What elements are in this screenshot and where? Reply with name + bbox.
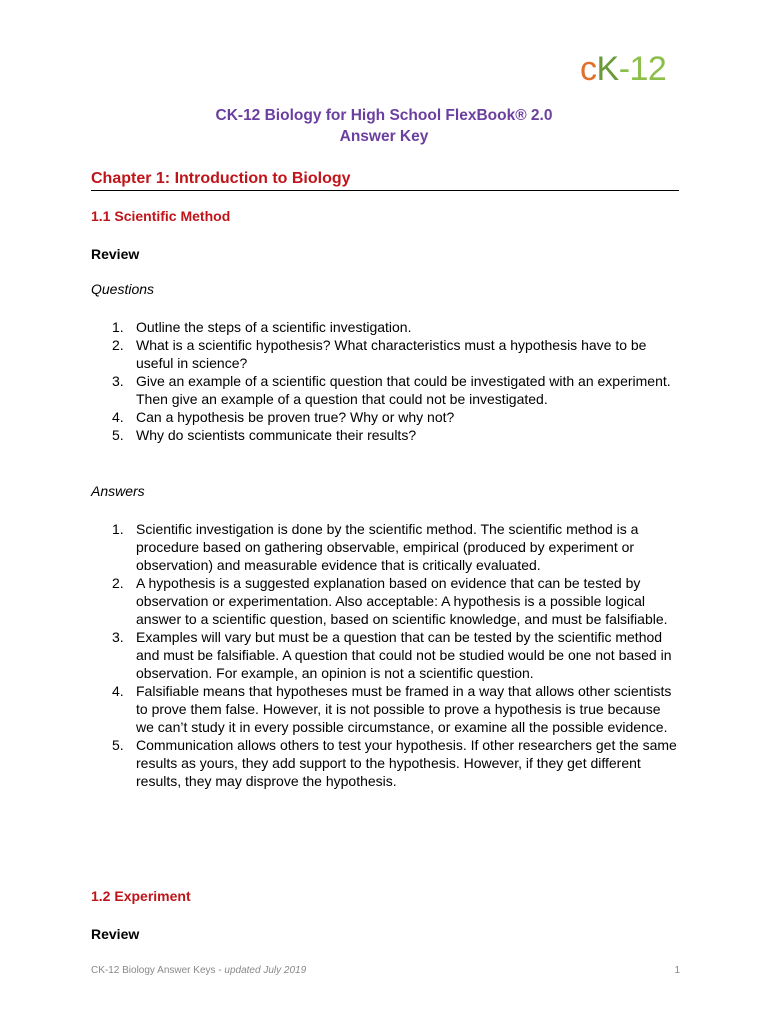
list-item: 5. Why do scientists communicate their results? [112, 427, 417, 443]
logo-number: -12 [618, 50, 667, 88]
list-item: 2. A hypothesis is a suggested explanation based on evidence that can be tested by observation or experimentation. Also acceptable: A hypothesis is a possible logical answer to a scientific question, based on scientific knowledge, and must be falsifiable. [112, 575, 668, 627]
answers-label: Answers [91, 483, 145, 499]
questions-list [91, 318, 681, 444]
page-number: 1 [674, 965, 680, 976]
list-item: 3. Examples will vary but must be a question that can be tested by the scientific method and must be falsifiable. A question that could not be studied would be one not based in observation. For example, an opinion is not a scientific question. [112, 629, 672, 681]
list-item: 3. Give an example of a scientific question that could be investigated with an experiment. Then give an example of a question that could not be investigated. [112, 373, 671, 407]
list-item: 5. Communication allows others to test your hypothesis. If other researchers get the same results as yours, they add support to the hypothesis. However, if they get different results, they may disprove the hypothesis. [112, 737, 677, 789]
logo-k: K [596, 50, 619, 88]
questions-label: Questions [91, 281, 155, 297]
list-item: 4. Can a hypothesis be proven true? Why or why not? [112, 409, 455, 425]
answers-list [91, 520, 681, 790]
review-heading-2: Review [91, 926, 140, 942]
section-heading-1-2: 1.2 Experiment [91, 888, 191, 904]
review-heading: Review [91, 246, 140, 262]
document-title: CK-12 Biology for High School FlexBook® 2.0 [215, 107, 553, 124]
list-item: 4. Falsifiable means that hypotheses must be framed in a way that allows other scientists to prove them false. However, it is not possible to prove a hypothesis is true because we can’t study it in every possible circumstance, or examine all the possible evidence. [112, 683, 672, 735]
document-subtitle: Answer Key [339, 128, 429, 145]
list-item: 2. What is a scientific hypothesis? What characteristics must a hypothesis have to be useful in science? [112, 337, 647, 371]
list-item: 1. Scientific investigation is done by the scientific method. The scientific method is a procedure based on gathering observable, empirical (produced by experiment or observation) and measurable evidence that is critically evaluated. [112, 521, 639, 573]
section-heading-1-1: 1.1 Scientific Method [91, 208, 231, 224]
ck12-logo [580, 52, 666, 86]
footer-text: CK-12 Biology Answer Keys - updated July 2019 [91, 965, 307, 976]
list-item: 1. Outline the steps of a scientific investigation. [112, 319, 412, 335]
chapter-heading: Chapter 1: Introduction to Biology [91, 170, 679, 191]
footer-updated-date: updated July 2019 [224, 965, 307, 976]
logo-c: c [580, 50, 597, 88]
